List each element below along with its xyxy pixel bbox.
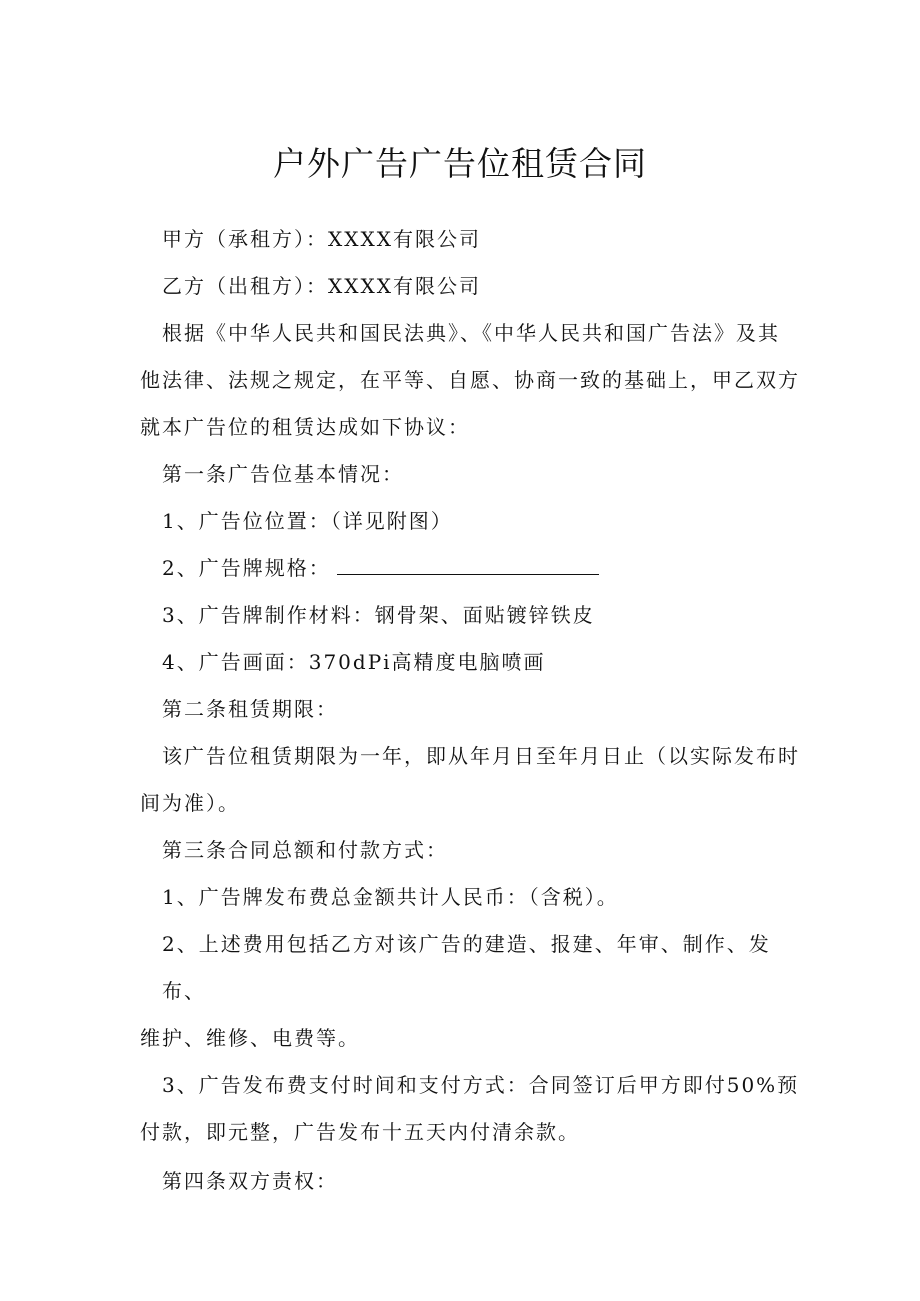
article-4-title: 第四条双方责权： xyxy=(162,1169,338,1193)
article-2-line-2: 间为准）。 xyxy=(140,791,240,815)
article-1-item-4: 4、广告画面：370dPi高精度电脑喷画 xyxy=(162,650,546,674)
article-3-item-2-line-1: 2、上述费用包括乙方对该广告的建造、报建、年审、制作、发布、 xyxy=(162,932,771,1003)
document-title: 户外广告广告位租赁合同 xyxy=(273,144,647,183)
spec-blank-line xyxy=(337,552,599,575)
document-body xyxy=(140,216,800,1205)
article-1-item-2 xyxy=(140,545,800,592)
article-1-item-1: 1、广告位位置：（详见附图） xyxy=(162,509,453,533)
article-3-title: 第三条合同总额和付款方式： xyxy=(162,838,448,862)
preamble-line-2: 他法律、法规之规定，在平等、自愿、协商一致的基础上，甲乙双方 xyxy=(140,368,800,392)
party-b: 乙方（出租方）：XXXX有限公司 xyxy=(162,274,481,298)
article-3-item-1: 1、广告牌发布费总金额共计人民币：（含税）。 xyxy=(162,885,619,909)
article-2-line-1: 该广告位租赁期限为一年，即从年月日至年月日止（以实际发布时 xyxy=(162,744,800,768)
article-3-item-3-line-2: 付款，即元整，广告发布十五天内付清余款。 xyxy=(140,1120,580,1144)
article-1-item-3: 3、广告牌制作材料：钢骨架、面贴镀锌铁皮 xyxy=(162,603,595,627)
article-3-item-2-line-2: 维护、维修、电费等。 xyxy=(140,1026,360,1050)
article-3-item-3-line-1: 3、广告发布费支付时间和支付方式：合同签订后甲方即付50%预 xyxy=(162,1073,800,1097)
article-1-title: 第一条广告位基本情况： xyxy=(162,462,404,486)
article-1-item-2-text: 2、广告牌规格： xyxy=(162,556,331,580)
preamble-line-3: 就本广告位的租赁达成如下协议： xyxy=(140,415,470,439)
article-2-title: 第二条租赁期限： xyxy=(162,697,338,721)
party-a: 甲方（承租方）：XXXX有限公司 xyxy=(162,227,481,251)
preamble-line-1: 根据《中华人民共和国民法典》、《中华人民共和国广告法》及其 xyxy=(162,321,780,345)
